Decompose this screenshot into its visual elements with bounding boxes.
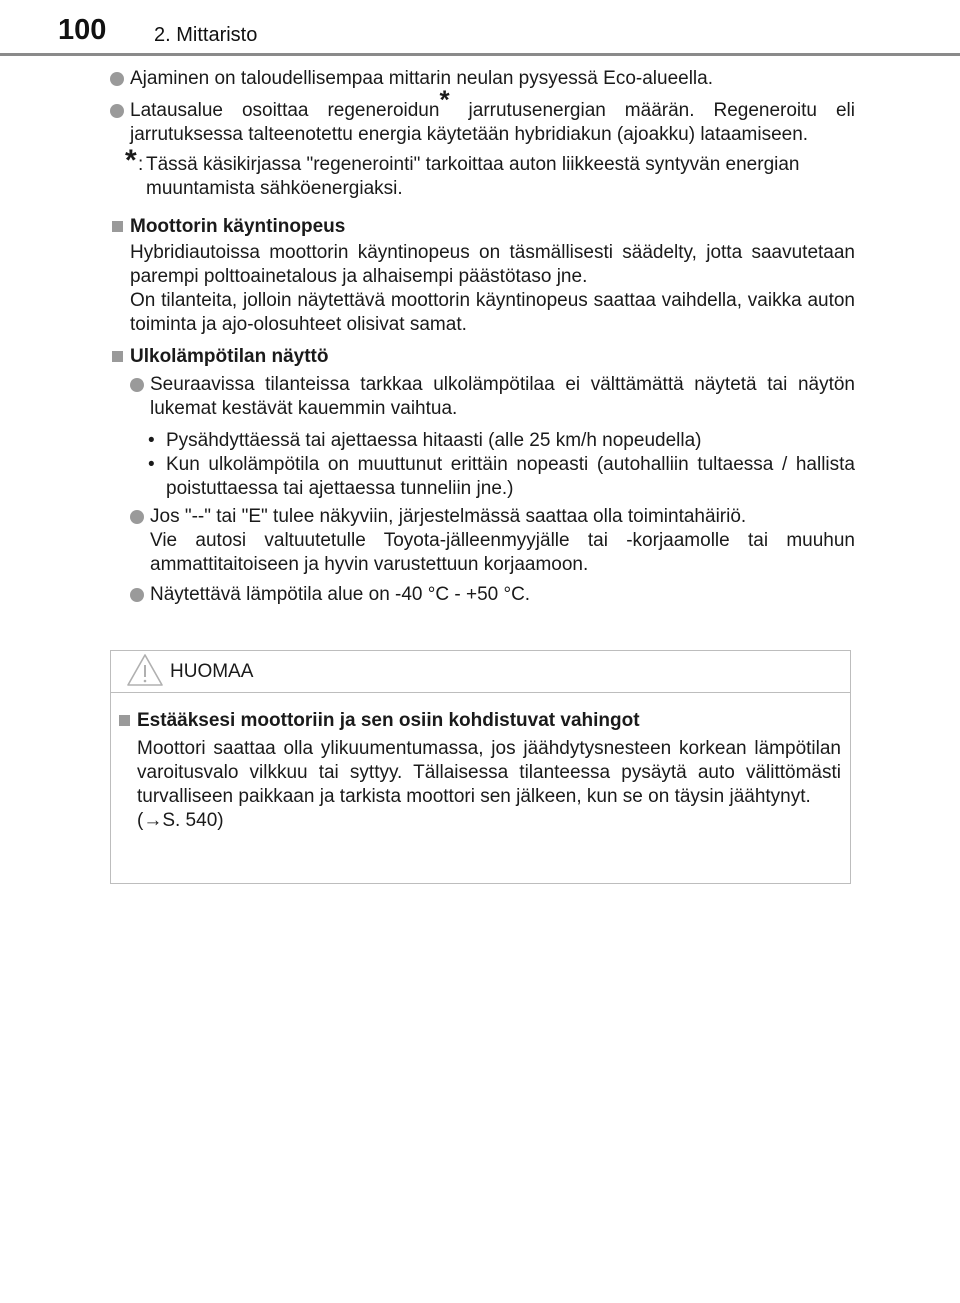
footnote-marker: * [439, 84, 450, 115]
bullet-eco [110, 67, 855, 91]
notice-header [111, 651, 850, 693]
bullet-text: Seuraavissa tilanteissa tarkkaa ulkolämpötilaa ei välttämättä näytetä tai näytön lukemat kestävät kauemmin vaihtua. [150, 374, 855, 419]
footnote [110, 144, 855, 201]
notice-body [111, 709, 841, 833]
ref-page: S. 540 [162, 810, 218, 831]
section-outside-temp [110, 345, 855, 607]
bullet-situations [130, 373, 855, 421]
bullet-dot-icon [110, 72, 124, 86]
page-number: 100 [58, 14, 107, 46]
bullet-dot-icon [130, 510, 144, 524]
page-header [0, 0, 960, 60]
footnote-mark: * [125, 144, 137, 177]
section-square-icon [112, 221, 123, 232]
arrow-right-icon: → [143, 810, 163, 831]
ref-close: ) [217, 810, 224, 831]
bullet-malfunction [130, 505, 855, 529]
sub-bullet [110, 453, 855, 501]
bullet-continuation: Vie autosi valtuutetulle Toyota-jälleenmyyjälle tai -korjaamolle tai muuhun ammattitaitoiseen ja hyvin varustettuun korjaamoon. [150, 530, 855, 575]
bullet-text-end: jarrutusenergian määrän. Regeneroitu eli jarrutuksessa talteenotettu energia käytetään hybridiakun (ajoakku) lataamiseen. [130, 100, 855, 145]
section-title [110, 215, 855, 239]
notice-box [110, 650, 851, 884]
bullet-text-start: Latausalue osoittaa regeneroidun [130, 100, 440, 121]
main-content [110, 60, 855, 611]
sub-bullet-text: Pysähdyttäessä tai ajettaessa hitaasti (alle 25 km/h nopeudella) [166, 430, 702, 451]
chapter-title: 2. Mittaristo [154, 24, 258, 46]
bullet-temp-range [130, 583, 855, 607]
bullet-text: Näytettävä lämpötila alue on -40 °C - +50 °C. [150, 584, 531, 605]
bullet-text: Ajaminen on taloudellisempaa mittarin neulan pysyessä Eco-alueella. [130, 68, 713, 89]
bullet-dot-icon [130, 378, 144, 392]
section-square-icon [119, 715, 130, 726]
sub-bullet-glyph: • [148, 454, 155, 475]
sub-bullet [110, 429, 855, 453]
warning-triangle-icon [125, 652, 165, 693]
notice-text: Moottori saattaa olla ylikuumentumassa, jos jäähdytysnesteen korkean lämpötilan varoitusvalo vilkkuu tai syttyy. Tällaisessa tilanteessa pysäytä auto välittömästi turvalliseen paikkaan ja tarkista moottori sen jälkeen, kun se on täysin jäähtynyt. [137, 738, 841, 807]
section-engine-speed [110, 215, 855, 337]
header-rule [0, 53, 960, 56]
bullet-text: Jos "--" tai "E" tulee näkyviin, järjestelmässä saattaa olla toimintahäiriö. [150, 506, 747, 527]
section-title-text: Moottorin käyntinopeus [130, 216, 346, 237]
bullet-dot-icon [110, 104, 124, 118]
ref-open: ( [137, 810, 144, 831]
paragraph: Hybridiautoissa moottorin käyntinopeus on täsmällisesti säädelty, jotta saavutetaan parempi polttoainetalous ja alhaisempi päästötaso jne. [130, 242, 855, 287]
notice-reference [111, 809, 841, 833]
sub-bullet-text: Kun ulkolämpötila on muuttunut erittäin nopeasti (autohalliin tultaessa / hallista poistuttaessa tai ajettaessa tunneliin jne.) [166, 454, 855, 499]
sub-bullet-glyph: • [148, 430, 155, 451]
section-square-icon [112, 351, 123, 362]
footnote-colon: : [138, 154, 144, 175]
bullet-charge [110, 84, 855, 147]
notice-title-text: Estääksesi moottoriin ja sen osiin kohdistuvat vahingot [137, 710, 640, 731]
bullet-dot-icon [130, 588, 144, 602]
notice-label: HUOMAA [170, 661, 254, 682]
section-title-text: Ulkolämpötilan näyttö [130, 346, 329, 367]
footnote-text: Tässä käsikirjassa "regenerointi" tarkoittaa auton liikkeestä syntyvän energian muuntamista sähköenergiaksi. [146, 154, 800, 199]
paragraph: On tilanteita, jolloin näytettävä moottorin käyntinopeus saattaa vaihdella, vaikka auton toiminta ja ajo-olosuhteet olisivat samat. [130, 290, 855, 335]
section-title [110, 345, 855, 369]
notice-title [111, 709, 841, 733]
